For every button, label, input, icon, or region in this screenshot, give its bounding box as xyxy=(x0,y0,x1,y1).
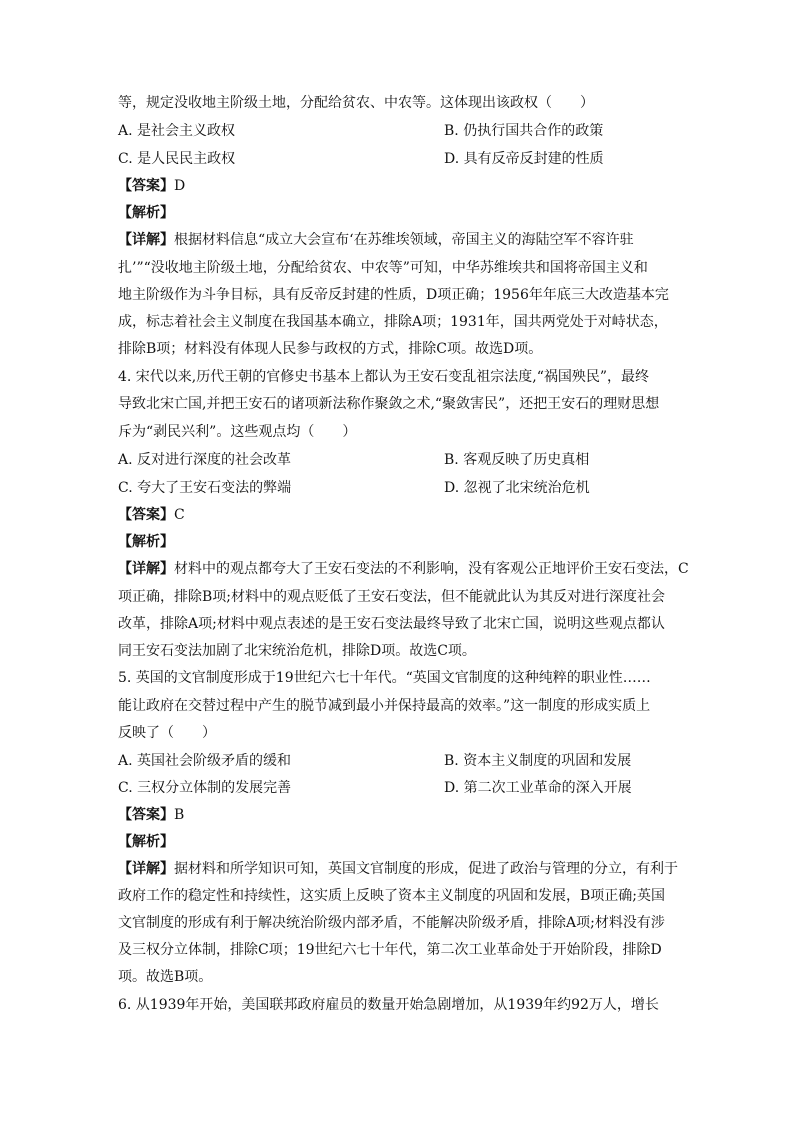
q5-detail-line-2: 政府工作的稳定性和持续性，这实质上反映了资本主义制度的巩固和发展，B项正确;英国 xyxy=(118,888,666,904)
q4-stem-line-3: 斥为“剥民兴利”。这些观点均（ ） xyxy=(118,424,357,440)
q5-stem-line-2: 能让政府在交替过程中产生的脱节减到最小并保持最高的效率。”这一制度的形成实质上 xyxy=(118,698,651,714)
q6-stem-line-1: 6. 从1939年开始，美国联邦政府雇员的数量开始急剧增加，从1939年约92万人，增长 xyxy=(118,997,659,1013)
q3-detail-line-5: 排除B项；材料没有体现人民参与政权的方式，排除C项。故选D项。 xyxy=(118,341,543,357)
q4-detail-text-1: 材料中的观点都夸大了王安石变法的不利影响，没有客观公正地评价王安石变法，C xyxy=(174,561,689,577)
q5-detail-line-4: 及三权分立体制，排除C项；19世纪六七十年代，第二次工业革命处于开始阶段，排除D xyxy=(118,942,662,958)
q3-detail-line-3: 地主阶级作为斗争目标，具有反帝反封建的性质，D项正确；1956年年底三大改造基本完 xyxy=(118,287,669,303)
q4-option-d: D. 忽视了北宋统治危机 xyxy=(444,480,590,496)
q4-option-c: C. 夸大了王安石变法的弊端 xyxy=(118,480,292,496)
q3-detail-label: 【详解】 xyxy=(118,232,174,248)
q3-detail-line-1 xyxy=(118,230,678,250)
q5-analysis-label: 【解析】 xyxy=(118,834,174,850)
q5-answer-label: 【答案】 xyxy=(118,807,174,823)
q5-detail-line-3: 文官制度的形成有利于解决统治阶级内部矛盾，不能解决阶级矛盾，排除A项;材料没有涉 xyxy=(118,915,665,931)
q3-detail-line-2: 扎’”“没收地主阶级土地，分配给贫农、中农等”可知，中华苏维埃共和国将帝国主义和 xyxy=(118,260,648,276)
q4-analysis-label: 【解析】 xyxy=(118,534,174,550)
q4-detail-line-4: 同王安石变法加剧了北宋统治危机，排除D项。故选C项。 xyxy=(118,643,476,659)
q5-detail-line-5: 项。故选B项。 xyxy=(118,969,213,985)
q3-detail-line-4: 成，标志着社会主义制度在我国基本确立，排除A项；1931年，国共两党处于对峙状态， xyxy=(118,314,668,330)
q4-answer-label: 【答案】 xyxy=(118,507,174,523)
q4-stem-line-1: 4. 宋代以来,历代王朝的官修史书基本上都认为王安石变乱祖宗法度,“祸国殃民”，最终 xyxy=(118,369,650,385)
q5-stem-line-3: 反映了（ ） xyxy=(118,725,216,741)
q5-detail-label: 【详解】 xyxy=(118,861,174,877)
q4-option-a: A. 反对进行深度的社会改革 xyxy=(118,452,292,468)
q3-answer-label: 【答案】 xyxy=(118,178,174,194)
q5-detail-line-1 xyxy=(118,859,678,879)
q3-stem-tail: 等，规定没收地主阶级土地，分配给贫农、中农等。这体现出该政权（ ） xyxy=(118,95,594,111)
q4-answer-value: C xyxy=(174,507,185,523)
q3-answer xyxy=(118,176,678,196)
q4-detail-line-2: 项正确，排除B项;材料中的观点贬低了王安石变法，但不能就此认为其反对进行深度社会 xyxy=(118,589,666,605)
q4-detail-line-1 xyxy=(118,559,689,579)
q5-answer xyxy=(118,805,678,825)
q4-option-b: B. 客观反映了历史真相 xyxy=(444,452,590,468)
q4-answer xyxy=(118,505,678,525)
q5-option-b: B. 资本主义制度的巩固和发展 xyxy=(444,753,632,769)
q4-detail-label: 【详解】 xyxy=(118,561,174,577)
q4-detail-line-3: 改革，排除A项;材料中观点表述的是王安石变法最终导致了北宋亡国，说明这些观点都认 xyxy=(118,616,665,632)
q3-option-c: C. 是人民民主政权 xyxy=(118,151,236,167)
q5-option-c: C. 三权分立体制的发展完善 xyxy=(118,780,292,796)
q5-option-d: D. 第二次工业革命的深入开展 xyxy=(444,780,632,796)
q5-option-a: A. 英国社会阶级矛盾的缓和 xyxy=(118,753,292,769)
q3-option-d: D. 具有反帝反封建的性质 xyxy=(444,151,604,167)
q3-option-a: A. 是社会主义政权 xyxy=(118,123,236,139)
q5-detail-text-1: 据材料和所学知识可知，英国文官制度的形成，促进了政治与管理的分立，有利于 xyxy=(174,861,678,877)
q4-stem-line-2: 导致北宋亡国,并把王安石的诸项新法称作聚敛之术,“聚敛害民”，还把王安石的理财思想 xyxy=(118,396,660,412)
q3-detail-text-1: 根据材料信息“成立大会宣布‘在苏维埃领域，帝国主义的海陆空军不容许驻 xyxy=(174,232,634,248)
q3-answer-value: D xyxy=(174,178,186,194)
q3-option-b: B. 仍执行国共合作的政策 xyxy=(444,123,604,139)
q3-analysis-label: 【解析】 xyxy=(118,205,174,221)
q5-stem-line-1: 5. 英国的文官制度形成于19世纪六七十年代。“英国文官制度的这种纯粹的职业性…… xyxy=(118,670,651,686)
q5-answer-value: B xyxy=(174,807,185,823)
